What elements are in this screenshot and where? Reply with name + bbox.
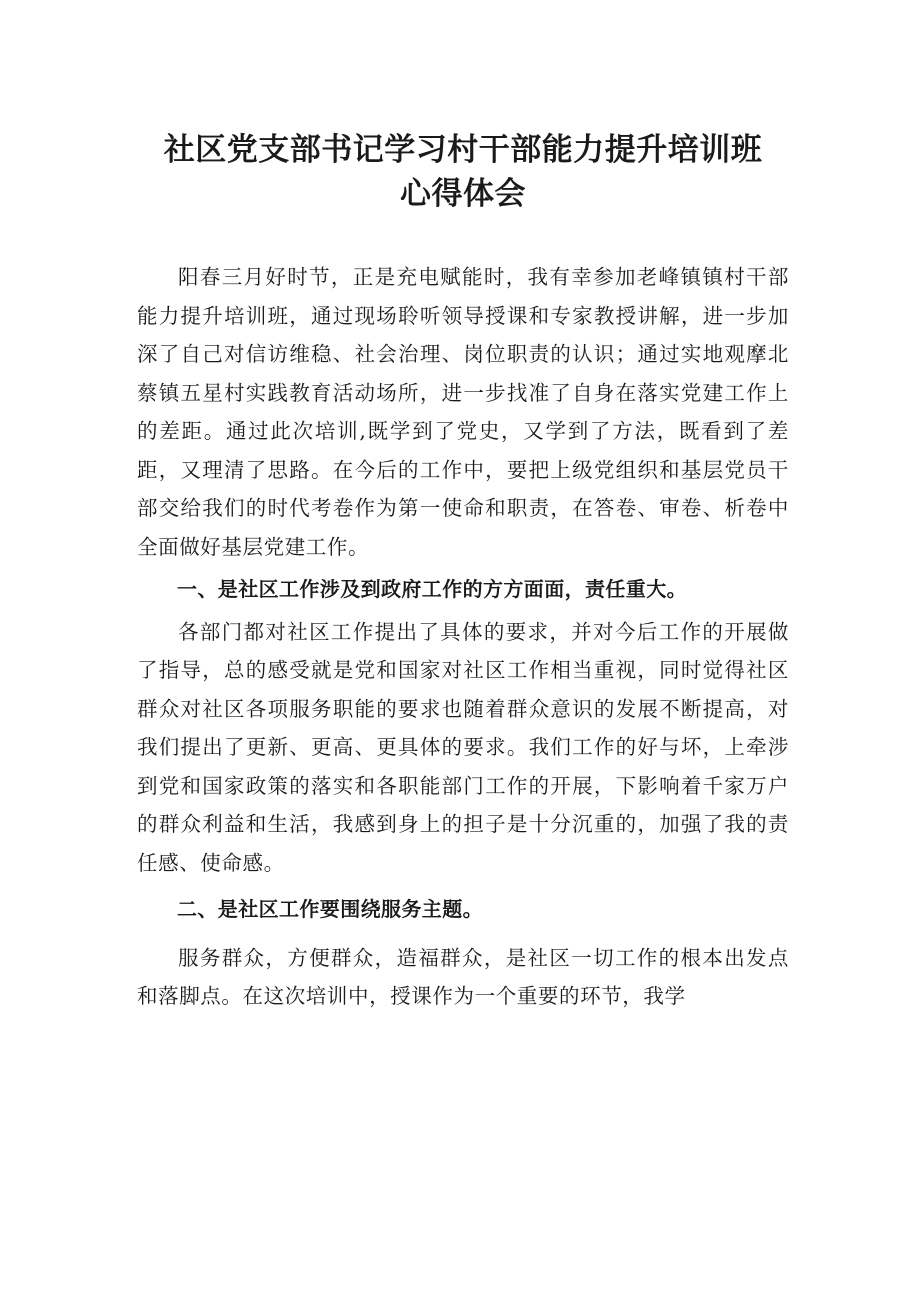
title-line-1: 社区党支部书记学习村干部能力提升培训班 [163,132,763,168]
intro-paragraph: 阳春三月好时节，正是充电赋能时，我有幸参加老峰镇镇村干部能力提升培训班，通过现场聆听领导授课和专家教授讲解，进一步加深了自己对信访维稳、社会治理、岗位职责的认识；通过实地观摩北蔡镇五星村实践教育活动场所，进一步找准了自身在落实党建工作上的差距。通过此次培训,既学到了党史，又学到了方法，既看到了差距，又理清了思路。在今后的工作中，要把上级党组织和基层党员干部交给我们的时代考卷作为第一使命和职责，在答卷、审卷、析卷中全面做好基层党建工作。 [137,265,789,559]
document-body [137,258,789,1016]
section-2-paragraph: 服务群众，方便群众，造福群众，是社区一切工作的根本出发点和落脚点。在这次培训中，授课作为一个重要的环节，我学 [137,945,789,1008]
section-1-heading: 一、是社区工作涉及到政府工作的方方面面，责任重大。 [177,577,687,601]
title-line-2: 心得体会 [400,176,526,212]
document-page [137,128,789,1016]
section-2-heading: 二、是社区工作要围绕服务主题。 [177,897,483,921]
section-1-paragraph: 各部门都对社区工作提出了具体的要求，并对今后工作的开展做了指导，总的感受就是党和国家对社区工作相当重视，同时觉得社区群众对社区各项服务职能的要求也随着群众意识的发展不断提高，对我们提出了更新、更高、更具体的要求。我们工作的好与坏，上牵涉到党和国家政策的落实和各职能部门工作的开展，下影响着千家万户的群众利益和生活，我感到身上的担子是十分沉重的，加强了我的责任感、使命感。 [137,619,789,875]
page-title [137,128,789,216]
